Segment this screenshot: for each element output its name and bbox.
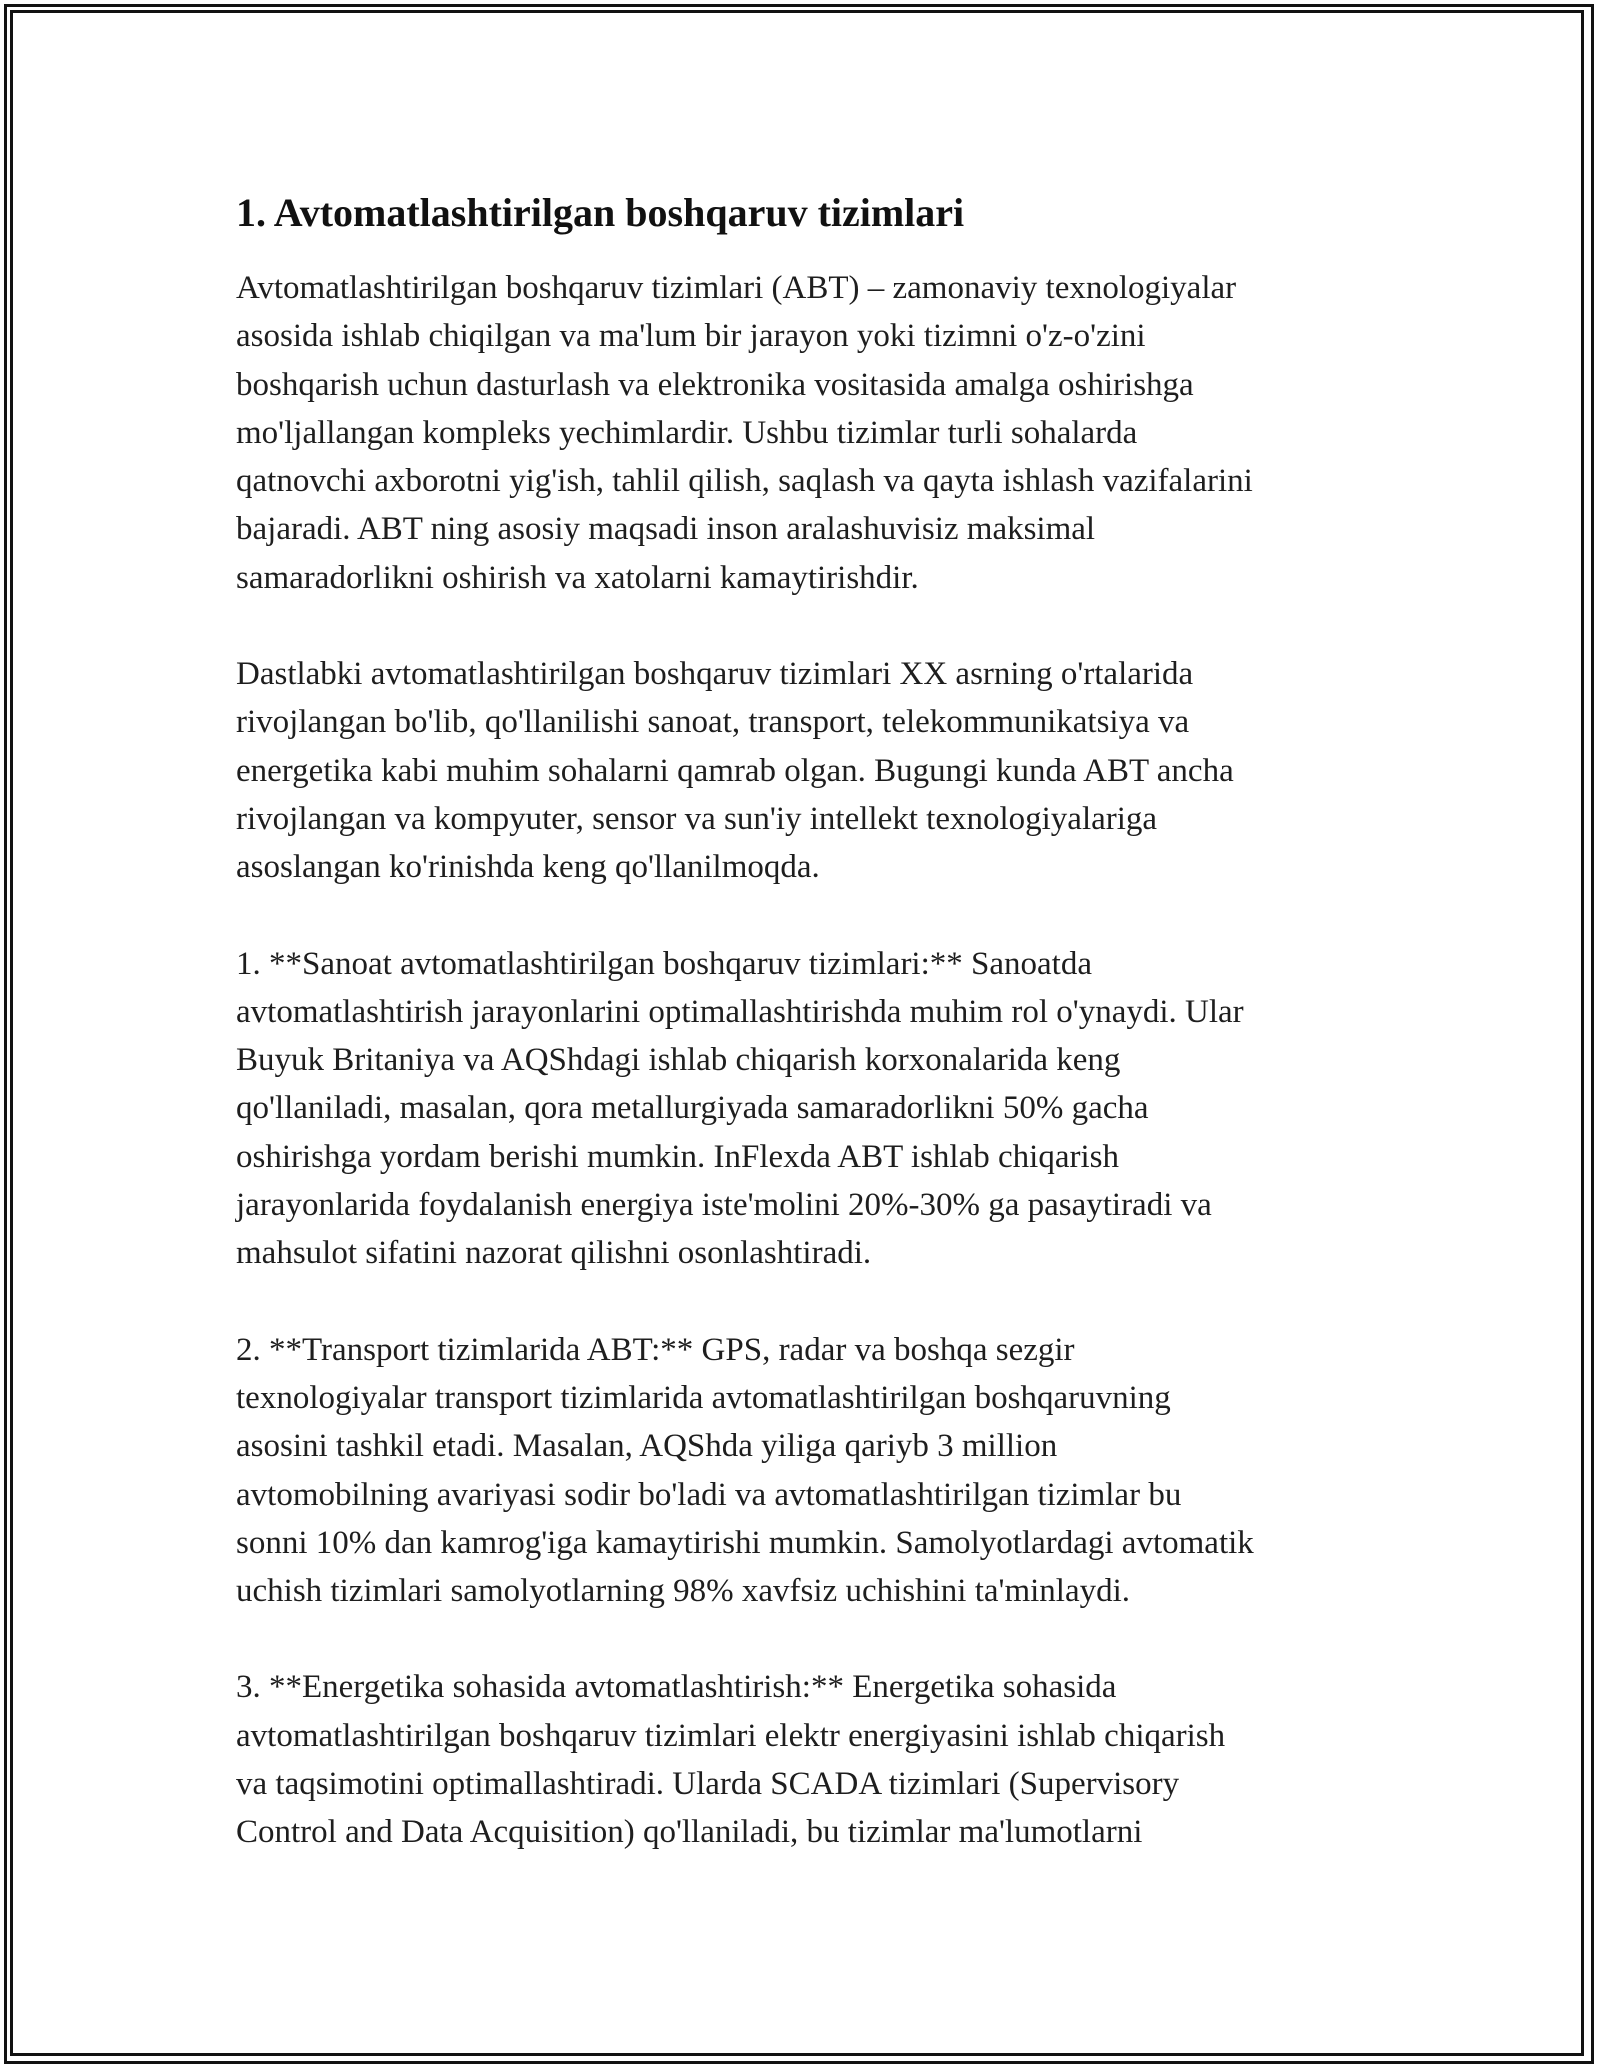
paragraph-item-transport: 2. **Transport tizimlarida ABT:** GPS, radar va boshqa sezgir texnologiyalar transport tizimlarida avtomatlashtirilgan boshqaruvning asosini tashkil etadi. Masalan, AQShda yiliga qariyb 3 million avtomobilning avariyasi sodir bo'ladi va avtomatlashtirilgan tizimlar bu sonni 10% dan kamrog'iga kamaytirishi mumkin. Samolyotlardagi avtomatik uchish tizimlari samolyotlarning 98% xavfsiz uchishini ta'minlaydi. [236,1331,1254,1610]
document-body [236,188,1386,1905]
paragraph-history: Dastlabki avtomatlashtirilgan boshqaruv tizimlari XX asrning o'rtalarida rivojlangan bo'lib, qo'llanilishi sanoat, transport, telekommunikatsiya va energetika kabi muhim sohalarni qamrab olgan. Bugungi kunda ABT ancha rivojlangan va kompyuter, sensor va sun'iy intellekt texnologiyalariga asoslangan ko'rinishda keng qo'llanilmoqda. [236,656,1234,886]
paragraph-item-energy: 3. **Energetika sohasida avtomatlashtirish:** Energetika sohasida avtomatlashtirilgan boshqaruv tizimlari elektr energiyasini ishlab chiqarish va taqsimotini optimallashtiradi. Ularda SCADA tizimlari (Supervisory Control and Data Acquisition) qo'llaniladi, bu tizimlar ma'lumotlarni [236,1669,1226,1851]
section-heading: 1. Avtomatlashtirilgan boshqaruv tizimlari [236,190,965,235]
paragraph-intro: Avtomatlashtirilgan boshqaruv tizimlari (ABT) – zamonaviy texnologiyalar asosida ishlab chiqilgan va ma'lum bir jarayon yoki tizimni o'z-o'zini boshqarish uchun dasturlash va elektronika vositasida amalga oshirishga mo'ljallangan kompleks yechimlardir. Ushbu tizimlar turli sohalarda qatnovchi axborotni yig'ish, tahlil qilish, saqlash va qayta ishlash vazifalarini bajaradi. ABT ning asosiy maqsadi inson aralashuvisiz maksimal samaradorlikni oshirish va xatolarni kamaytirishdir. [236,270,1253,596]
paragraph-item-industry: 1. **Sanoat avtomatlashtirilgan boshqaruv tizimlari:** Sanoatda avtomatlashtirish jarayonlarini optimallashtirishda muhim rol o'ynaydi. Ular Buyuk Britaniya va AQShdagi ishlab chiqarish korxonalarida keng qo'llaniladi, masalan, qora metallurgiyada samaradorlikni 50% gacha oshirishga yordam berishi mumkin. InFlexda ABT ishlab chiqarish jarayonlarida foydalanish energiya iste'molini 20%-30% ga pasaytiradi va mahsulot sifatini nazorat qilishni osonlashtiradi. [236,945,1244,1272]
